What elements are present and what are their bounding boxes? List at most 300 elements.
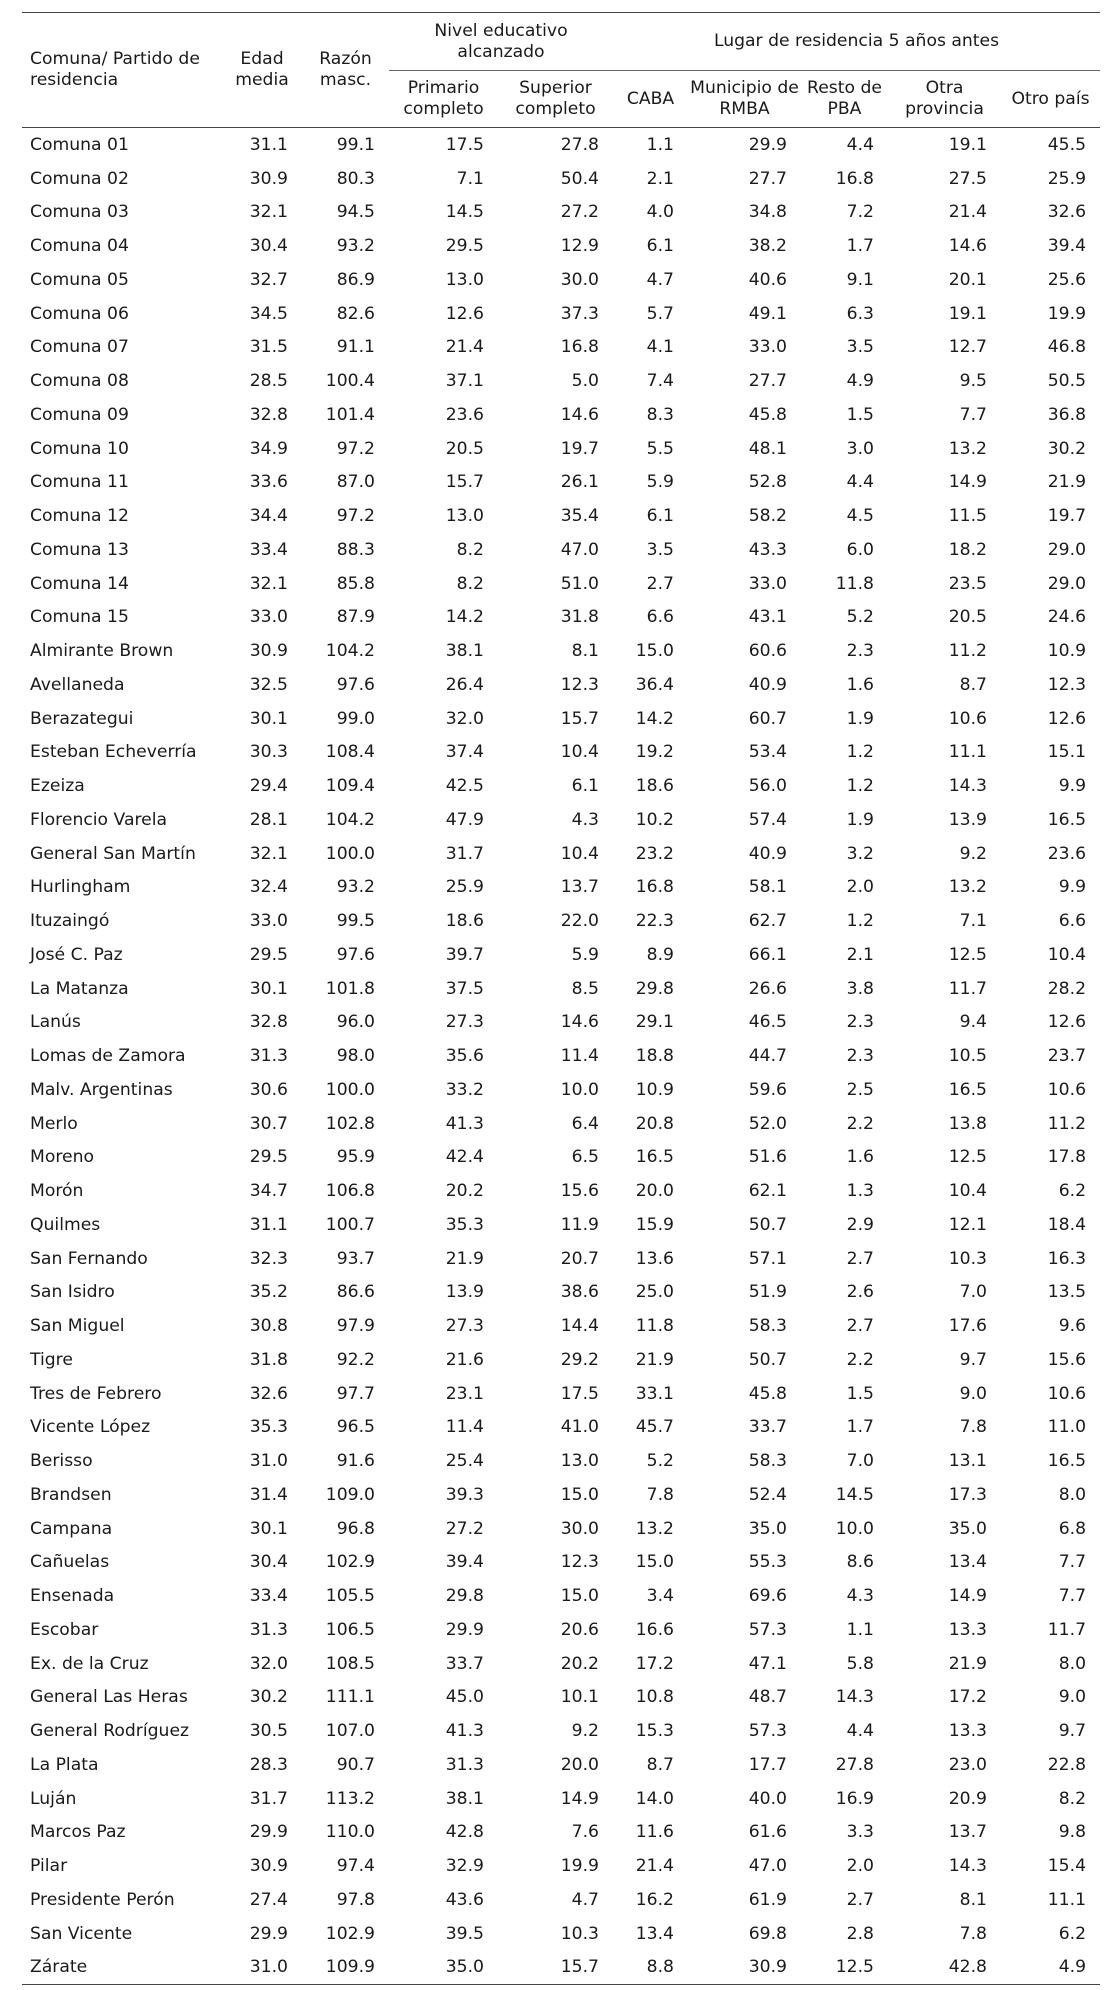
cell-edad-media: 30.9	[249, 641, 288, 662]
cell-resto: 1.2	[846, 776, 874, 797]
cell-municipio: 33.7	[748, 1417, 787, 1438]
cell-primario: 26.4	[445, 674, 484, 695]
table-row	[22, 297, 1100, 331]
cell-name: Vicente López	[30, 1417, 151, 1438]
cell-caba: 13.6	[635, 1248, 674, 1269]
cell-name: Marcos Paz	[30, 1822, 126, 1843]
cell-primario: 39.4	[445, 1552, 484, 1573]
cell-otro-pais: 46.8	[1047, 337, 1087, 358]
cell-caba: 2.7	[646, 573, 674, 594]
cell-caba: 6.6	[646, 607, 674, 628]
cell-razon-masc: 97.2	[336, 438, 375, 459]
cell-municipio: 44.7	[748, 1046, 787, 1067]
cell-caba: 11.8	[635, 1316, 674, 1337]
cell-municipio: 58.1	[748, 877, 787, 898]
cell-caba: 33.1	[635, 1383, 674, 1404]
cell-caba: 5.2	[646, 1451, 674, 1472]
cell-resto: 4.3	[846, 1586, 874, 1607]
cell-name: Comuna 11	[30, 472, 129, 493]
cell-caba: 29.1	[635, 1012, 674, 1033]
cell-caba: 25.0	[635, 1282, 674, 1303]
cell-superior: 14.6	[560, 404, 599, 425]
cell-edad-media: 30.9	[249, 1856, 288, 1877]
cell-primario: 14.5	[445, 202, 484, 223]
cell-edad-media: 30.5	[249, 1721, 288, 1742]
table-row	[22, 837, 1100, 871]
cell-primario: 15.7	[445, 472, 484, 493]
cell-otro-pais: 21.9	[1047, 472, 1087, 493]
cell-otro-pais: 11.7	[1047, 1619, 1087, 1640]
cell-otra-provincia: 23.0	[948, 1754, 987, 1775]
cell-caba: 18.8	[635, 1046, 674, 1067]
table-row	[22, 1748, 1100, 1782]
cell-otra-provincia: 19.1	[948, 303, 987, 324]
cell-superior: 4.7	[571, 1889, 599, 1910]
cell-superior: 29.2	[560, 1349, 599, 1370]
cell-name: Comuna 07	[30, 337, 129, 358]
cell-razon-masc: 86.6	[336, 1282, 375, 1303]
cell-caba: 4.1	[646, 337, 674, 358]
cell-primario: 29.9	[445, 1619, 484, 1640]
cell-otro-pais: 10.9	[1047, 641, 1087, 662]
cell-municipio: 60.6	[748, 641, 787, 662]
cell-primario: 39.3	[445, 1484, 484, 1505]
cell-superior: 37.3	[560, 303, 599, 324]
cell-municipio: 43.3	[748, 539, 787, 560]
table-row	[22, 668, 1100, 702]
cell-name: Ezeiza	[30, 776, 85, 797]
cell-otra-provincia: 20.1	[948, 269, 987, 290]
cell-caba: 8.3	[646, 404, 674, 425]
cell-name: Berisso	[30, 1451, 93, 1472]
cell-caba: 8.9	[646, 944, 674, 965]
cell-superior: 11.9	[560, 1214, 599, 1235]
cell-superior: 26.1	[560, 472, 599, 493]
cell-caba: 10.9	[635, 1079, 674, 1100]
cell-municipio: 38.2	[748, 236, 787, 257]
cell-otro-pais: 6.6	[1058, 911, 1087, 932]
cell-edad-media: 32.7	[249, 269, 288, 290]
cell-name: San Isidro	[30, 1282, 115, 1303]
cell-superior: 50.4	[560, 168, 599, 189]
cell-caba: 45.7	[635, 1417, 674, 1438]
cell-otro-pais: 19.9	[1047, 303, 1087, 324]
cell-primario: 21.6	[445, 1349, 484, 1370]
cell-resto: 10.0	[835, 1518, 874, 1539]
cell-primario: 14.2	[445, 607, 484, 628]
cell-primario: 21.4	[445, 337, 484, 358]
header-municipio: Municipio de RMBA	[688, 71, 801, 128]
cell-caba: 6.1	[646, 236, 674, 257]
cell-municipio: 40.6	[748, 269, 787, 290]
cell-otra-provincia: 13.1	[948, 1451, 987, 1472]
cell-primario: 38.1	[445, 641, 484, 662]
cell-superior: 5.9	[571, 944, 599, 965]
cell-superior: 12.3	[560, 1552, 599, 1573]
cell-resto: 4.4	[846, 472, 874, 493]
cell-name: Comuna 14	[30, 573, 129, 594]
cell-primario: 8.2	[456, 539, 484, 560]
cell-caba: 6.1	[646, 506, 674, 527]
table-row	[22, 1039, 1100, 1073]
cell-razon-masc: 104.2	[325, 641, 375, 662]
cell-superior: 30.0	[560, 269, 599, 290]
cell-superior: 10.1	[560, 1687, 599, 1708]
table-row	[22, 904, 1100, 938]
cell-edad-media: 33.6	[249, 472, 288, 493]
cell-razon-masc: 93.2	[336, 236, 375, 257]
cell-resto: 1.7	[846, 236, 874, 257]
cell-resto: 2.7	[846, 1889, 874, 1910]
cell-caba: 16.8	[635, 877, 674, 898]
cell-razon-masc: 105.5	[325, 1586, 375, 1607]
cell-otra-provincia: 14.3	[948, 776, 987, 797]
header-nivel-educativo: Nivel educativo alcanzado	[389, 13, 613, 71]
cell-name: Pilar	[30, 1856, 68, 1877]
cell-otro-pais: 9.6	[1058, 1316, 1087, 1337]
cell-resto: 2.6	[846, 1282, 874, 1303]
cell-municipio: 52.8	[748, 472, 787, 493]
cell-edad-media: 30.4	[249, 236, 288, 257]
cell-otra-provincia: 10.4	[948, 1181, 987, 1202]
cell-otra-provincia: 7.8	[959, 1417, 987, 1438]
table-row	[22, 972, 1100, 1006]
cell-razon-masc: 87.9	[336, 607, 375, 628]
cell-otra-provincia: 7.1	[959, 911, 987, 932]
cell-otro-pais: 6.2	[1058, 1181, 1087, 1202]
cell-otro-pais: 50.5	[1047, 371, 1087, 392]
cell-razon-masc: 99.1	[336, 134, 375, 155]
cell-otra-provincia: 42.8	[888, 1951, 1001, 1985]
table-row	[22, 702, 1100, 736]
cell-edad-media: 31.5	[249, 337, 288, 358]
cell-otro-pais: 25.6	[1047, 269, 1087, 290]
cell-otro-pais: 29.0	[1047, 539, 1087, 560]
cell-superior: 8.1	[571, 641, 599, 662]
cell-otra-provincia: 17.2	[948, 1687, 987, 1708]
cell-name: Luján	[30, 1788, 77, 1809]
cell-municipio: 48.1	[748, 438, 787, 459]
cell-name: Comuna 10	[30, 438, 129, 459]
table-row	[22, 871, 1100, 905]
cell-edad-media: 33.4	[249, 1586, 288, 1607]
cell-razon-masc: 80.3	[336, 168, 375, 189]
cell-primario: 37.1	[445, 371, 484, 392]
cell-otro-pais: 22.8	[1047, 1754, 1087, 1775]
cell-otra-provincia: 14.9	[948, 1586, 987, 1607]
cell-razon-masc: 86.9	[336, 269, 375, 290]
cell-otra-provincia: 14.6	[948, 236, 987, 257]
cell-otro-pais: 12.6	[1047, 708, 1087, 729]
cell-resto: 2.8	[846, 1923, 874, 1944]
cell-otro-pais: 16.5	[1047, 809, 1087, 830]
cell-name: Avellaneda	[30, 674, 125, 695]
cell-primario: 27.3	[445, 1316, 484, 1337]
cell-name: Comuna 06	[30, 303, 129, 324]
cell-razon-masc: 111.1	[325, 1687, 375, 1708]
cell-otra-provincia: 7.0	[959, 1282, 987, 1303]
cell-municipio: 40.0	[748, 1788, 787, 1809]
cell-primario: 42.5	[445, 776, 484, 797]
cell-razon-masc: 109.0	[325, 1484, 375, 1505]
cell-primario: 35.6	[445, 1046, 484, 1067]
cell-otro-pais: 8.0	[1058, 1484, 1087, 1505]
cell-otra-provincia: 9.2	[959, 843, 987, 864]
cell-resto: 14.5	[835, 1484, 874, 1505]
demographics-table	[22, 12, 1100, 1985]
cell-municipio: 45.8	[748, 1383, 787, 1404]
cell-otro-pais: 23.6	[1047, 843, 1087, 864]
cell-name: Morón	[30, 1181, 84, 1202]
table-row	[22, 1073, 1100, 1107]
table-row	[22, 1377, 1100, 1411]
cell-otro-pais: 10.6	[1047, 1383, 1087, 1404]
cell-edad-media: 30.4	[249, 1552, 288, 1573]
cell-superior: 14.9	[560, 1788, 599, 1809]
cell-primario: 29.8	[445, 1586, 484, 1607]
cell-municipio: 61.6	[748, 1822, 787, 1843]
cell-resto: 3.5	[846, 337, 874, 358]
cell-razon-masc: 96.0	[336, 1012, 375, 1033]
cell-caba: 2.1	[646, 168, 674, 189]
cell-primario: 13.0	[445, 506, 484, 527]
cell-resto: 2.7	[846, 1248, 874, 1269]
cell-razon-masc: 100.0	[325, 843, 375, 864]
cell-otra-provincia: 20.5	[948, 607, 987, 628]
cell-razon-masc: 97.4	[336, 1856, 375, 1877]
cell-superior: 27.2	[560, 202, 599, 223]
cell-edad-media: 33.0	[249, 607, 288, 628]
cell-primario: 42.8	[445, 1822, 484, 1843]
cell-edad-media: 34.4	[249, 506, 288, 527]
cell-edad-media: 28.5	[249, 371, 288, 392]
cell-municipio: 40.9	[748, 843, 787, 864]
cell-otro-pais: 11.1	[1047, 1889, 1087, 1910]
cell-resto: 1.5	[846, 404, 874, 425]
cell-edad-media: 29.9	[249, 1923, 288, 1944]
cell-superior: 41.0	[560, 1417, 599, 1438]
cell-edad-media: 33.4	[249, 539, 288, 560]
header-comuna: Comuna/ Partido de residencia	[22, 13, 222, 128]
cell-name: Campana	[30, 1518, 113, 1539]
cell-otro-pais: 4.9	[1001, 1951, 1100, 1985]
cell-edad-media: 31.1	[249, 1214, 288, 1235]
table-row	[22, 533, 1100, 567]
cell-resto: 1.2	[846, 742, 874, 763]
cell-primario: 37.5	[445, 978, 484, 999]
cell-municipio: 66.1	[748, 944, 787, 965]
cell-caba: 10.2	[635, 809, 674, 830]
cell-razon-masc: 97.8	[336, 1889, 375, 1910]
cell-superior: 15.6	[560, 1181, 599, 1202]
cell-otro-pais: 28.2	[1047, 978, 1087, 999]
cell-resto: 2.0	[846, 877, 874, 898]
cell-caba: 1.1	[646, 134, 674, 155]
cell-otra-provincia: 13.7	[948, 1822, 987, 1843]
cell-razon-masc: 93.7	[336, 1248, 375, 1269]
cell-name: San Vicente	[30, 1923, 133, 1944]
table-row	[22, 1613, 1100, 1647]
cell-superior: 19.7	[560, 438, 599, 459]
cell-name: General Las Heras	[30, 1687, 188, 1708]
cell-name: José C. Paz	[30, 944, 123, 965]
table-row	[22, 938, 1100, 972]
cell-edad-media: 35.2	[249, 1282, 288, 1303]
cell-edad-media: 30.8	[249, 1316, 288, 1337]
cell-otra-provincia: 13.3	[948, 1721, 987, 1742]
cell-name: San Miguel	[30, 1316, 125, 1337]
cell-name: Comuna 05	[30, 269, 129, 290]
cell-edad-media: 30.1	[249, 978, 288, 999]
cell-otro-pais: 12.6	[1047, 1012, 1087, 1033]
cell-resto: 1.3	[846, 1181, 874, 1202]
cell-primario: 41.3	[445, 1721, 484, 1742]
cell-primario: 39.5	[445, 1923, 484, 1944]
cell-municipio: 33.0	[748, 573, 787, 594]
cell-otra-provincia: 12.5	[948, 1147, 987, 1168]
cell-caba: 11.6	[635, 1822, 674, 1843]
cell-otro-pais: 9.9	[1058, 877, 1087, 898]
cell-razon-masc: 96.8	[336, 1518, 375, 1539]
cell-municipio: 33.0	[748, 337, 787, 358]
cell-superior: 13.7	[560, 877, 599, 898]
cell-superior: 7.6	[571, 1822, 599, 1843]
cell-otro-pais: 12.3	[1047, 674, 1087, 695]
cell-edad-media: 32.0	[249, 1653, 288, 1674]
cell-otro-pais: 15.1	[1047, 742, 1087, 763]
cell-resto: 2.2	[846, 1113, 874, 1134]
cell-superior: 35.4	[560, 506, 599, 527]
cell-otro-pais: 6.2	[1058, 1923, 1087, 1944]
cell-otra-provincia: 13.9	[948, 809, 987, 830]
cell-otro-pais: 9.9	[1058, 776, 1087, 797]
cell-primario: 21.9	[445, 1248, 484, 1269]
cell-name: Comuna 13	[30, 539, 129, 560]
cell-edad-media: 32.4	[249, 877, 288, 898]
cell-resto: 1.6	[846, 674, 874, 695]
cell-otro-pais: 23.7	[1047, 1046, 1087, 1067]
cell-otra-provincia: 11.5	[948, 506, 987, 527]
table-row	[22, 1579, 1100, 1613]
cell-municipio: 17.7	[748, 1754, 787, 1775]
cell-caba: 7.8	[646, 1484, 674, 1505]
cell-edad-media: 29.5	[249, 944, 288, 965]
table-row	[22, 128, 1100, 162]
table-row	[22, 567, 1100, 601]
cell-primario: 31.3	[445, 1754, 484, 1775]
cell-primario: 45.0	[445, 1687, 484, 1708]
cell-edad-media: 32.6	[249, 1383, 288, 1404]
cell-municipio: 26.6	[748, 978, 787, 999]
cell-edad-media: 32.8	[249, 1012, 288, 1033]
cell-edad-media: 31.3	[249, 1046, 288, 1067]
cell-edad-media: 32.1	[249, 843, 288, 864]
cell-otra-provincia: 18.2	[948, 539, 987, 560]
cell-razon-masc: 104.2	[325, 809, 375, 830]
table-row	[22, 1107, 1100, 1141]
table-row	[22, 1309, 1100, 1343]
cell-edad-media: 30.1	[249, 708, 288, 729]
cell-caba: 5.9	[646, 472, 674, 493]
cell-edad-media: 31.4	[249, 1484, 288, 1505]
table-body	[22, 128, 1100, 1985]
cell-superior: 6.5	[571, 1147, 599, 1168]
cell-name: La Matanza	[30, 978, 129, 999]
cell-caba: 14.0	[635, 1788, 674, 1809]
cell-razon-masc: 100.4	[325, 371, 375, 392]
cell-otra-provincia: 13.2	[948, 438, 987, 459]
cell-name: General San Martín	[30, 843, 196, 864]
cell-resto: 7.0	[846, 1451, 874, 1472]
cell-razon-masc: 113.2	[325, 1788, 375, 1809]
cell-caba: 20.0	[635, 1181, 674, 1202]
cell-superior: 27.8	[560, 134, 599, 155]
cell-otro-pais: 25.9	[1047, 168, 1087, 189]
cell-edad-media: 31.1	[249, 134, 288, 155]
cell-razon-masc: 99.5	[336, 911, 375, 932]
cell-caba: 8.7	[646, 1754, 674, 1775]
cell-superior: 15.7	[498, 1951, 613, 1985]
cell-municipio: 47.1	[748, 1653, 787, 1674]
cell-resto: 3.8	[846, 978, 874, 999]
cell-otra-provincia: 9.0	[959, 1383, 987, 1404]
cell-razon-masc: 102.9	[325, 1923, 375, 1944]
cell-superior: 20.7	[560, 1248, 599, 1269]
cell-superior: 12.9	[560, 236, 599, 257]
cell-resto: 1.6	[846, 1147, 874, 1168]
cell-primario: 39.7	[445, 944, 484, 965]
cell-otra-provincia: 21.4	[948, 202, 987, 223]
cell-resto: 14.3	[835, 1687, 874, 1708]
cell-primario: 38.1	[445, 1788, 484, 1809]
header-primario: Primario completo	[389, 71, 498, 128]
cell-resto: 5.8	[846, 1653, 874, 1674]
cell-resto: 1.5	[846, 1383, 874, 1404]
cell-razon-masc: 106.5	[325, 1619, 375, 1640]
cell-primario: 23.1	[445, 1383, 484, 1404]
cell-municipio: 51.6	[748, 1147, 787, 1168]
cell-otro-pais: 24.6	[1047, 607, 1087, 628]
table-row	[22, 162, 1100, 196]
cell-municipio: 58.2	[748, 506, 787, 527]
cell-razon-masc: 91.6	[336, 1451, 375, 1472]
cell-otra-provincia: 27.5	[948, 168, 987, 189]
cell-otra-provincia: 12.5	[948, 944, 987, 965]
cell-edad-media: 31.0	[249, 1451, 288, 1472]
cell-primario: 23.6	[445, 404, 484, 425]
cell-otro-pais: 36.8	[1047, 404, 1087, 425]
cell-razon-masc: 101.8	[325, 978, 375, 999]
cell-caba: 13.2	[635, 1518, 674, 1539]
cell-otra-provincia: 10.6	[948, 708, 987, 729]
cell-primario: 29.5	[445, 236, 484, 257]
cell-name: General Rodríguez	[30, 1721, 190, 1742]
cell-superior: 17.5	[560, 1383, 599, 1404]
cell-caba: 36.4	[635, 674, 674, 695]
cell-municipio: 57.3	[748, 1619, 787, 1640]
cell-edad-media: 31.7	[249, 1788, 288, 1809]
cell-otro-pais: 8.0	[1058, 1653, 1087, 1674]
cell-razon-masc: 100.7	[325, 1214, 375, 1235]
cell-superior: 15.7	[560, 708, 599, 729]
cell-otra-provincia: 9.4	[959, 1012, 987, 1033]
cell-otro-pais: 11.2	[1047, 1113, 1087, 1134]
cell-superior: 30.0	[560, 1518, 599, 1539]
cell-otra-provincia: 17.3	[948, 1484, 987, 1505]
cell-razon-masc: 82.6	[336, 303, 375, 324]
cell-resto: 6.3	[846, 303, 874, 324]
cell-edad-media: 32.5	[249, 674, 288, 695]
